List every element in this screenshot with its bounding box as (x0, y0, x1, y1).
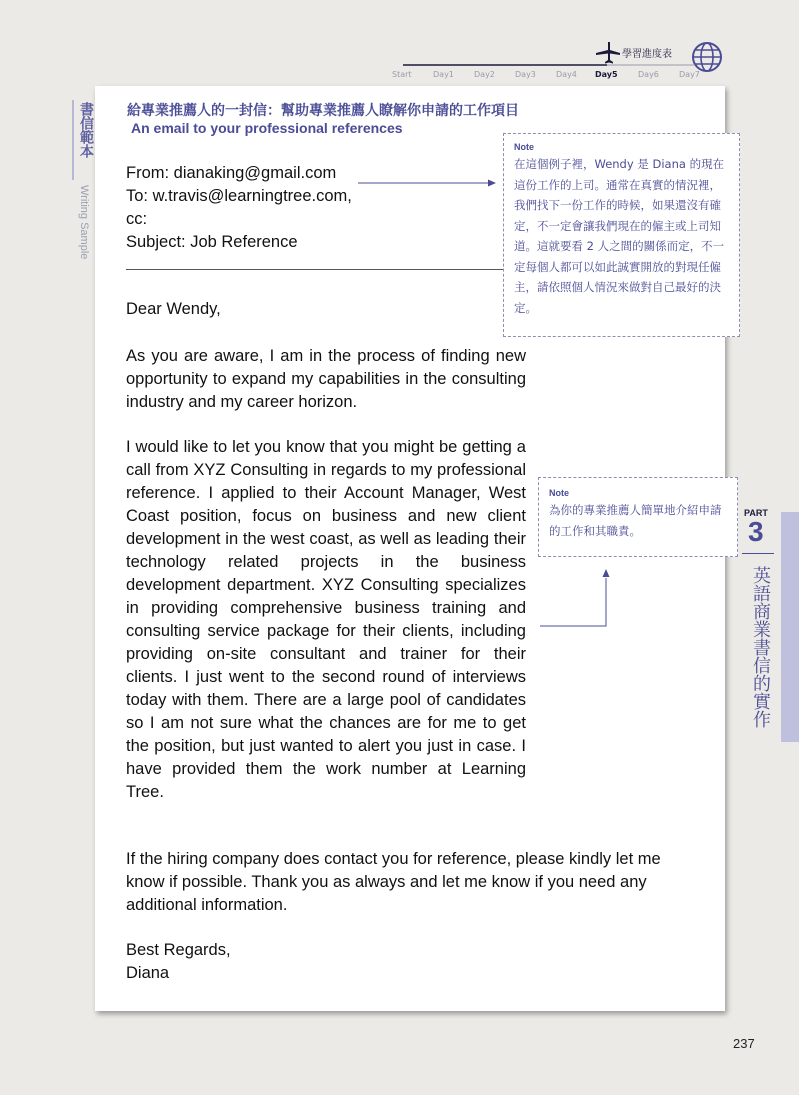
email-greeting: Dear Wendy, (126, 300, 221, 318)
email-cc: cc: (126, 210, 148, 228)
part-label: PART (744, 508, 768, 518)
note-box-2 (538, 477, 738, 557)
email-from: From: dianaking@gmail.com (126, 164, 337, 182)
page-number: 237 (733, 1036, 755, 1051)
email-closing: Best Regards, (126, 941, 231, 959)
header-divider (126, 269, 506, 270)
heading-en: An email to your professional references (131, 120, 403, 136)
email-paragraph-3: If the hiring company does contact you for reference, please kindly let me know if possible. Thank you as always and let me know if you need any additional information. (126, 850, 661, 914)
email-signature: Diana (126, 964, 170, 982)
note-2-label: Note (549, 488, 569, 498)
email-paragraph-1: As you are aware, I am in the process of finding new opportunity to expand my capabilities in the consulting industry and my career horizon. (126, 347, 526, 411)
day-3: Day3 (515, 70, 536, 79)
email-subject: Subject: Job Reference (126, 233, 298, 251)
part-number: 3 (748, 516, 764, 547)
part-divider (742, 553, 774, 554)
day-2: Day2 (474, 70, 495, 79)
day-6: Day6 (638, 70, 659, 79)
note-2-text: 為你的專業推薦人簡單地介紹申請的工作和其職責。 (549, 503, 722, 538)
email-to: To: w.travis@learningtree.com, (126, 187, 352, 205)
day-5-current: Day5 (595, 70, 618, 79)
globe-icon (690, 40, 724, 74)
side-divider (72, 100, 74, 180)
email-paragraph-2: I would like to let you know that you might be getting a call from XYZ Consulting in regards to my professional reference. I applied to their Account Manager, West Coast position, focus on business and new client development in the west coast, as well as leading their technology related projects in the business development department. XYZ Consulting specializes in providing comprehensive business training and consulting service package for their clients, including providing on-site consultant and trainer for their clients. I just went to the second round of interviews today with them. There are a large pool of candidates so I am not sure what the chances are for me to get the position, but just wanted to alert you just in case. I have provided them the work number at Learning Tree. (126, 438, 526, 801)
heading-zh: 給專業推薦人的一封信：幫助專業推薦人瞭解你申請的工作項目 (127, 103, 519, 119)
note-1-text: 在這個例子裡，Wendy 是 Diana 的現在這份工作的上司。通常在真實的情況裡，我們找下一份工作的時候，如果還沒有確定，不一定會讓我們現在的僱主或上司知道。這就要看 2 人之間的關係而定，不一定每個人都可以如此誠實開放的對現任僱主，請依照個人情況來做對自己最好的決定。 (514, 157, 725, 315)
day-1: Day1 (433, 70, 454, 79)
progress-title: 學習進度表 (622, 49, 672, 60)
note-1-label: Note (514, 142, 534, 152)
day-7: Day7 (679, 70, 700, 79)
progress-days (390, 70, 720, 82)
side-label-zh: 書信範本 (78, 102, 94, 158)
email-signoff (126, 939, 231, 985)
progress-track (395, 62, 695, 68)
part-title: 英語商業書信的實作 (750, 566, 771, 728)
day-4: Day4 (556, 70, 577, 79)
email-header (126, 162, 352, 254)
side-label-en: Writing Sample (78, 185, 90, 260)
note-box-1 (503, 133, 740, 337)
part-tab-band (781, 512, 799, 742)
day-start: Start (392, 70, 412, 79)
